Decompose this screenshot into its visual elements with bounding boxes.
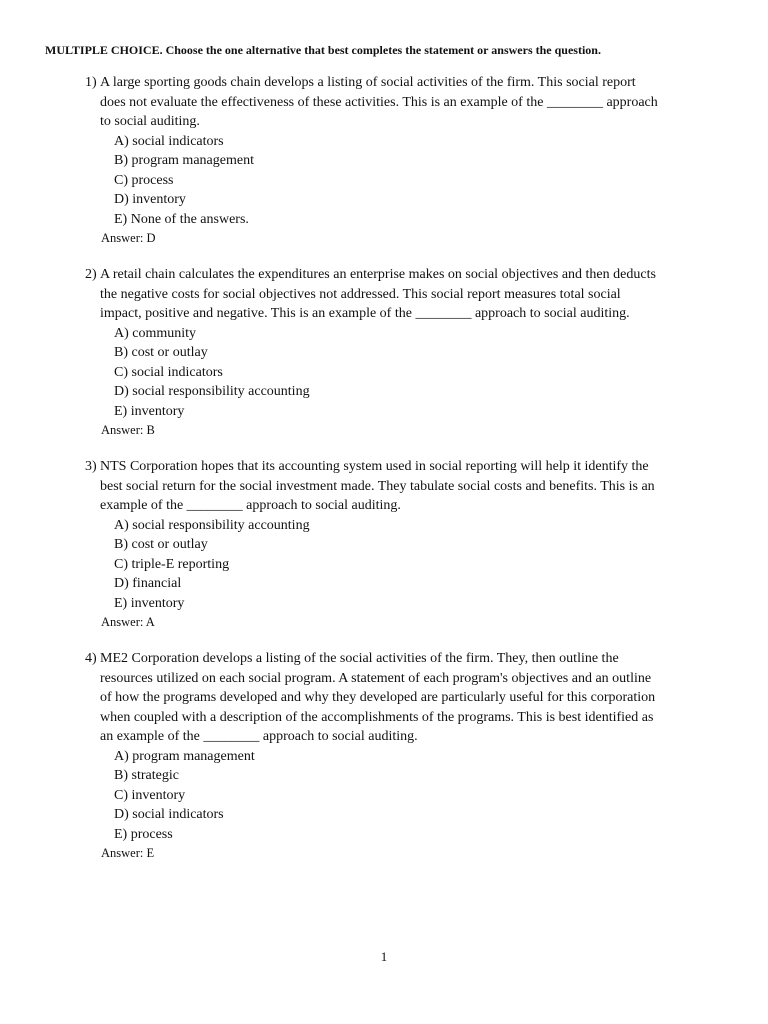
option-a: A) community	[114, 325, 197, 341]
option-b: B) cost or outlay	[114, 537, 208, 552]
option-e: E) process	[114, 826, 173, 842]
answer-key: Answer: D	[101, 231, 156, 245]
question-text	[100, 265, 704, 324]
question-number: 2)	[85, 267, 97, 282]
question-line: A large sporting goods chain develops a listing of social activities of the firm. This social report	[100, 75, 636, 90]
option-c: C) process	[114, 172, 174, 188]
option-c: C) social indicators	[114, 364, 223, 380]
option-e: E) inventory	[114, 403, 185, 419]
question-line: A retail chain calculates the expenditures an enterprise makes on social objectives and then deducts	[100, 267, 656, 282]
question-line: the negative costs for social objectives not addressed. This social report measures total social	[100, 286, 621, 302]
answer-options	[114, 747, 255, 845]
option-a: A) program management	[114, 748, 255, 764]
option-d: D) social indicators	[114, 807, 224, 822]
option-e: E) None of the answers.	[114, 211, 249, 227]
option-b: B) strategic	[114, 768, 179, 783]
question-text	[100, 649, 704, 747]
page-number: 1	[380, 949, 388, 964]
question-line: to social auditing.	[100, 114, 200, 129]
question-line: best social return for the social investment made. They tabulate social costs and benefits. This is an	[100, 478, 655, 494]
option-a: A) social responsibility accounting	[114, 517, 310, 533]
answer-key: Answer: E	[101, 846, 155, 860]
question-line: example of the ________ approach to social auditing.	[100, 498, 401, 513]
option-c: C) triple-E reporting	[114, 556, 230, 572]
option-b: B) cost or outlay	[114, 345, 208, 360]
question-line: when coupled with a description of the accomplishments of the programs. This is best identified as	[100, 709, 654, 725]
answer-options	[114, 516, 310, 614]
option-d: D) social responsibility accounting	[114, 384, 310, 399]
option-d: D) financial	[114, 576, 182, 591]
question-line: of how the programs developed and why they developed are particularly useful for this corporation	[100, 690, 656, 705]
option-e: E) inventory	[114, 595, 185, 611]
question-line: NTS Corporation hopes that its accounting system used in social reporting will help it identify the	[100, 459, 649, 474]
option-a: A) social indicators	[114, 133, 224, 149]
question-number: 4)	[85, 651, 97, 666]
answer-options	[114, 132, 254, 230]
question-line: resources utilized on each social program. A statement of each program's objectives and an outline	[100, 670, 652, 686]
question-line: ME2 Corporation develops a listing of the social activities of the firm. They, then outline the	[100, 651, 619, 666]
question-text	[100, 457, 704, 516]
option-c: C) inventory	[114, 787, 186, 803]
section-header: MULTIPLE CHOICE. Choose the one alternative that best completes the statement or answers the question.	[45, 43, 601, 57]
question-line: does not evaluate the effectiveness of these activities. This is an example of the ________ approach	[100, 94, 658, 110]
question-line: impact, positive and negative. This is an example of the ________ approach to social auditing.	[100, 306, 630, 321]
answer-key: Answer: B	[101, 423, 155, 437]
option-b: B) program management	[114, 153, 254, 168]
question-number: 3)	[85, 459, 97, 474]
question-text	[100, 73, 704, 132]
answer-options	[114, 324, 310, 422]
answer-key: Answer: A	[101, 615, 155, 629]
question-line: an example of the ________ approach to social auditing.	[100, 729, 418, 744]
question-number: 1)	[85, 75, 97, 90]
option-d: D) inventory	[114, 192, 186, 207]
